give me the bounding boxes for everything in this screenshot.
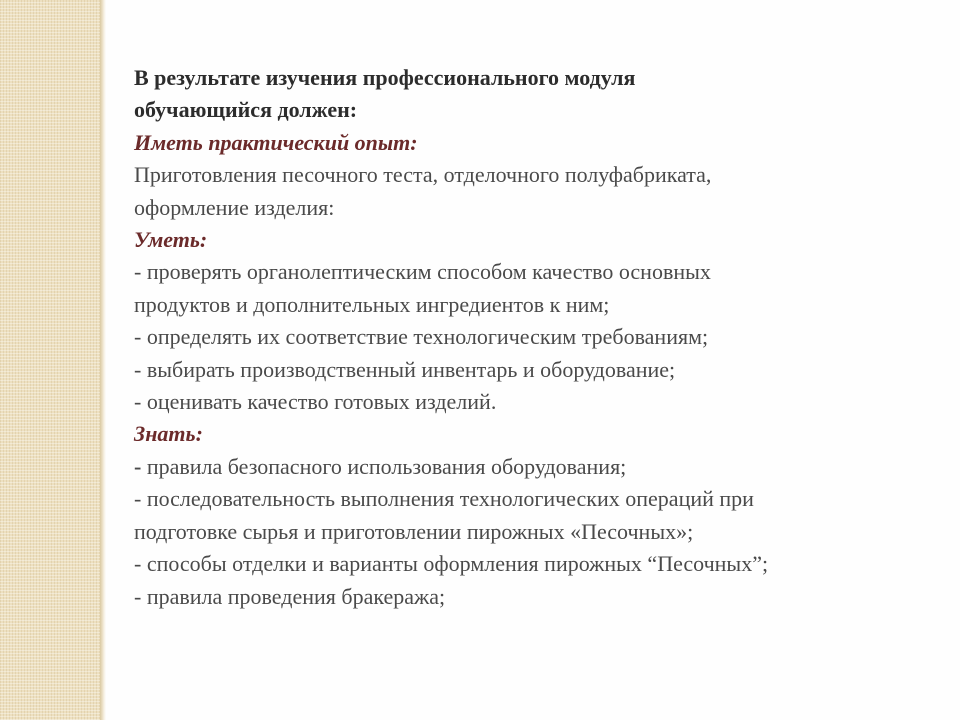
section-title-experience: Иметь практический опыт: [134, 129, 418, 155]
skills-line: продуктов и дополнительных ингредиентов к ним; [134, 291, 610, 317]
knowledge-line [134, 451, 924, 483]
skills-line: - проверять органолептическим способом качество основных [134, 259, 711, 285]
knowledge-line: - способы отделки и варианты оформления пирожных “Песочных”; [134, 551, 769, 577]
knowledge-line: - правила проведения бракеража; [134, 583, 446, 609]
experience-line: оформление изделия: [134, 194, 335, 220]
heading-line-1: В результате изучения профессионального модуля [134, 65, 636, 90]
decorative-side-edge [100, 0, 106, 720]
knowledge-text: правила безопасного использования оборудования; [141, 453, 627, 479]
skills-line: - определять их соответствие технологическим требованиям; [134, 324, 709, 350]
heading-line-2: обучающийся должен: [134, 97, 358, 123]
knowledge-dash: - [134, 453, 142, 479]
experience-line: Приготовления песочного теста, отделочного полуфабриката, [134, 162, 712, 188]
slide-content [134, 62, 924, 613]
knowledge-line: подготовке сырья и приготовлении пирожных «Песочных»; [134, 518, 694, 544]
skills-line: - выбирать производственный инвентарь и оборудование; [134, 356, 676, 382]
section-title-skills: Уметь: [134, 227, 208, 253]
knowledge-line: - последовательность выполнения технологических операций при [134, 486, 754, 512]
decorative-side-texture [0, 0, 100, 720]
section-title-knowledge: Знать: [134, 421, 203, 447]
skills-line: - оценивать качество готовых изделий. [134, 389, 497, 415]
